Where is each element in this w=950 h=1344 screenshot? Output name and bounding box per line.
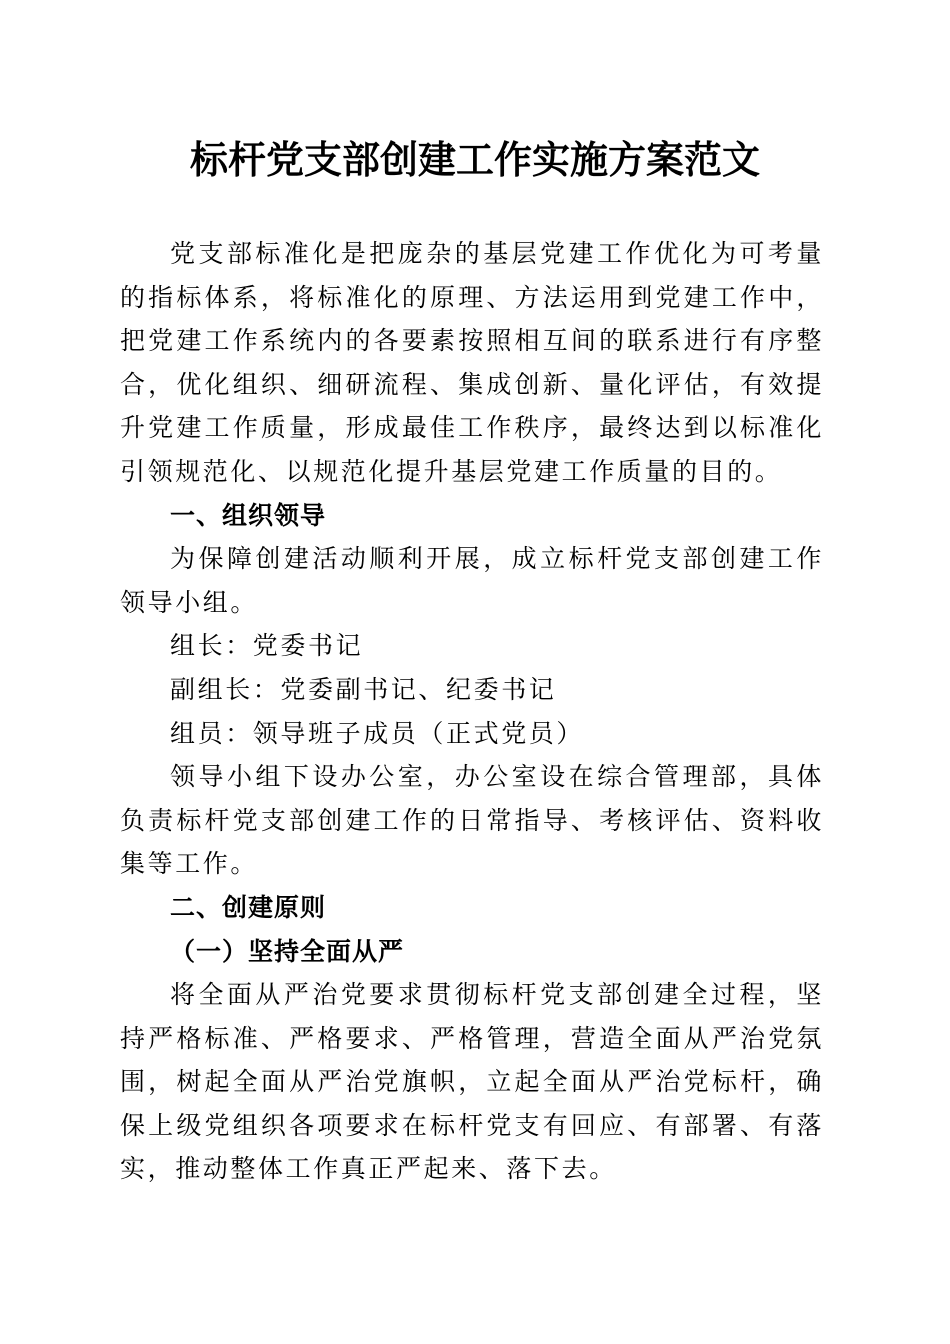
section-heading-principles: 二、创建原则 xyxy=(170,892,327,922)
document-body xyxy=(120,232,824,1191)
office-paragraph: 领导小组下设办公室，办公室设在综合管理部，具体负责标杆党支部创建工作的日常指导、考核评估、资料收集等工作。 xyxy=(120,762,824,879)
intro-paragraph: 党支部标准化是把庞杂的基层党建工作优化为可考量的指标体系，将标准化的原理、方法运用到党建工作中，把党建工作系统内的各要素按照相互间的联系进行有序整合，优化组织、细研流程、集成创新、量化评估，有效提升党建工作质量，形成最佳工作秩序，最终达到以标准化引领规范化、以规范化提升基层党建工作质量的目的。 xyxy=(120,239,824,486)
document-title: 标杆党支部创建工作实施方案范文 xyxy=(189,137,760,182)
leader-line: 组长：党委书记 xyxy=(170,631,364,661)
strict-paragraph: 将全面从严治党要求贯彻标杆党支部创建全过程，坚持严格标准、严格要求、严格管理，营造全面从严治党氛围，树起全面从严治党旗帜，立起全面从严治党标杆，确保上级党组织各项要求在标杆党支有回应、有部署、有落实，推动整体工作真正严起来、落下去。 xyxy=(120,980,824,1184)
section-heading-organization: 一、组织领导 xyxy=(170,500,327,530)
deputy-leader-line: 副组长：党委副书记、纪委书记 xyxy=(170,674,557,704)
organization-paragraph: 为保障创建活动顺利开展，成立标杆党支部创建工作领导小组。 xyxy=(120,544,824,617)
members-line: 组员：领导班子成员（正式党员） xyxy=(170,718,585,748)
subsection-heading-strict: （一）坚持全面从严 xyxy=(170,936,405,966)
